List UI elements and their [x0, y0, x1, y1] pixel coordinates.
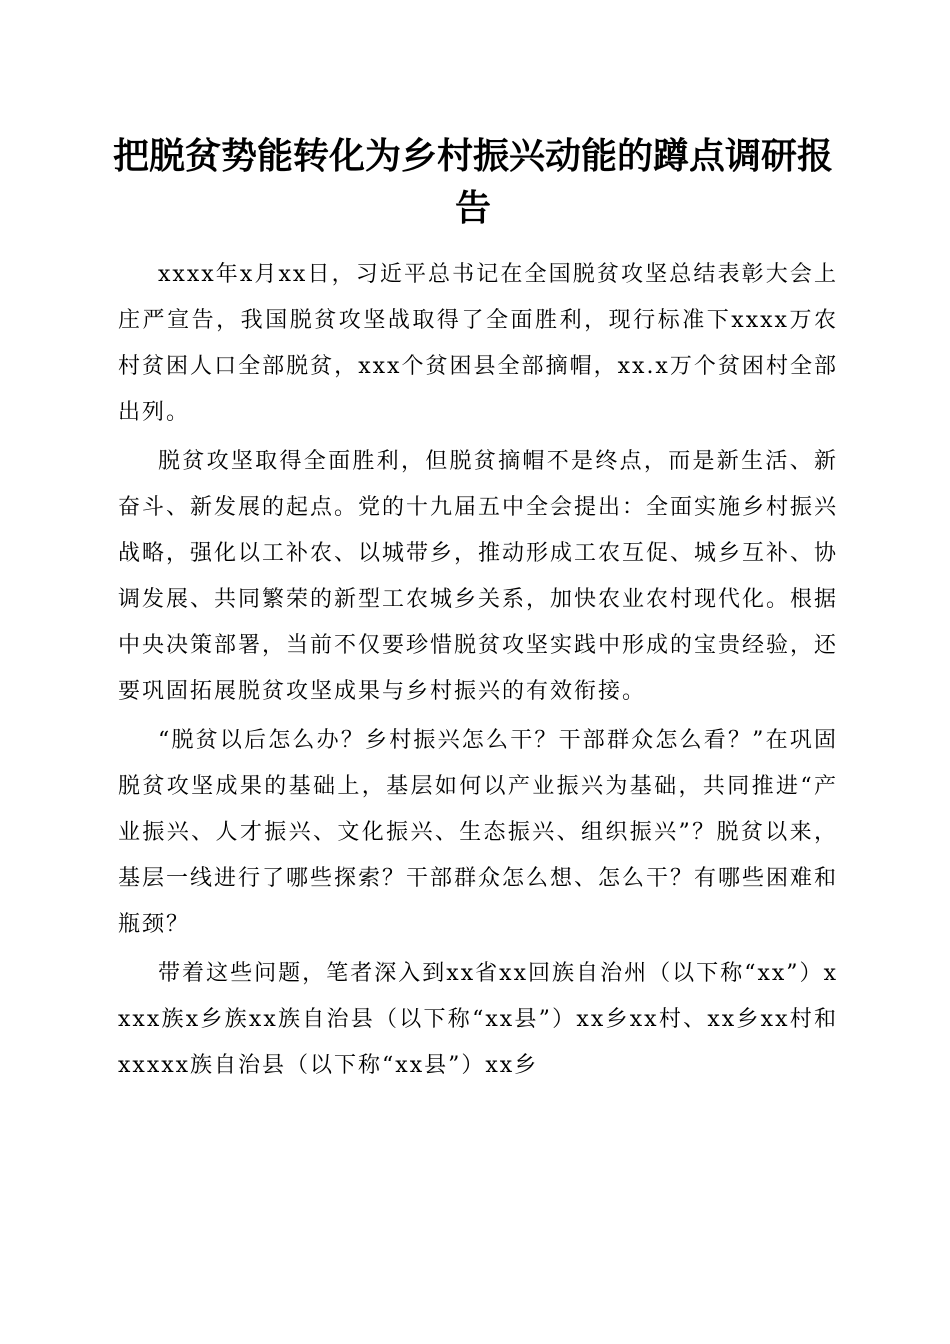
document-body: [118, 252, 838, 1092]
document-title: 把脱贫势能转化为乡村振兴动能的蹲点调研报告: [112, 135, 833, 229]
paragraph: 带着这些问题，笔者深入到xx省xx回族自治州（以下称“xx”）xxxx族x乡族xx族自治县（以下称“xx县”）xx乡xx村、xx乡xx村和xxxxx族自治县（以下称“xx县”）xx乡: [118, 961, 838, 1078]
paragraph: xxxx年x月xx日，习近平总书记在全国脱贫攻坚总结表彰大会上庄严宣告，我国脱贫攻坚战取得了全面胜利，现行标准下xxxx万农村贫困人口全部脱贫，xxx个贫困县全部摘帽，xx.x万个贫困村全部出列。: [118, 262, 838, 425]
paragraph: “脱贫以后怎么办？乡村振兴怎么干？干部群众怎么看？”在巩固脱贫攻坚成果的基础上，基层如何以产业振兴为基础，共同推进“产业振兴、人才振兴、文化振兴、生态振兴、组织振兴”？脱贫以来，基层一线进行了哪些探索？干部群众怎么想、怎么干？有哪些困难和瓶颈？: [118, 728, 839, 937]
paragraph: 脱贫攻坚取得全面胜利，但脱贫摘帽不是终点，而是新生活、新奋斗、新发展的起点。党的十九届五中全会提出：全面实施乡村振兴战略，强化以工补农、以城带乡，推动形成工农互促、城乡互补、协调发展、共同繁荣的新型工农城乡关系，加快农业农村现代化。根据中央决策部署，当前不仅要珍惜脱贫攻坚实践中形成的宝贵经验，还要巩固拓展脱贫攻坚成果与乡村振兴的有效衔接。: [118, 449, 839, 704]
